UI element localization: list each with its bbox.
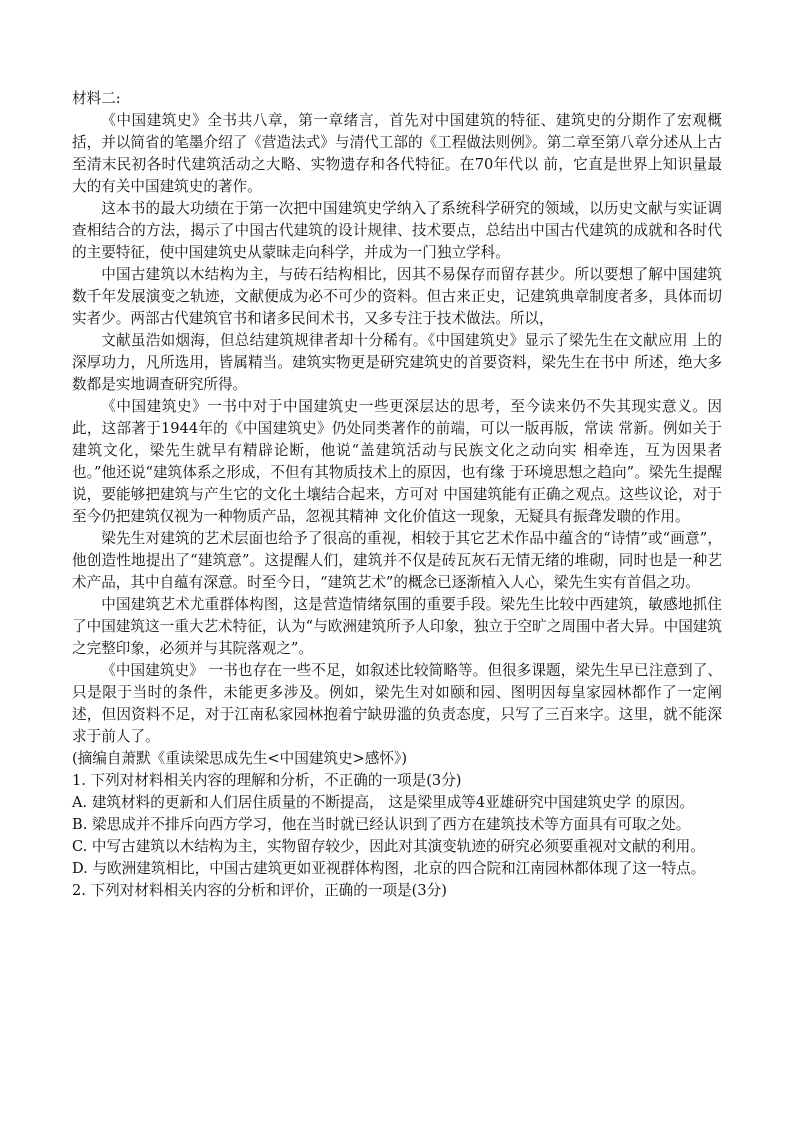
option-d: D. 与欧洲建筑相比，中国古建筑更如亚视群体构图，北京的四合院和江南园林都体现了这一特点。 bbox=[72, 860, 706, 877]
option-c: C. 中写古建筑以木结构为主，实物留存较少，因此对其演变轨迹的研究必须要重视对文献的利用。 bbox=[72, 838, 705, 855]
document-page bbox=[72, 88, 722, 902]
option-a: A. 建筑材料的更新和人们居住质量的不断提高， 这是梁里成等4亚雄研究中国建筑史学 的原因。 bbox=[72, 794, 695, 811]
option-b: B. 梁思成并不排斥向西方学习，他在当时就已经认识到了西方在建筑技术等方面具有可取之处。 bbox=[72, 816, 691, 833]
paragraph-2: 这本书的最大功绩在于第一次把中国建筑史学纳入了系统科学研究的领域，以历史文献与实证调查相结合的方法，揭示了中国古代建筑的设计规律、技术要点，总结出中国古代建筑的成就和各时代的主要特征，使中国建筑史从蒙昧走向科学，并成为一门独立学科。 bbox=[72, 200, 722, 261]
paragraph-7: 中国建筑艺术尤重群体构图，这是营造情绪氛围的重要手段。梁先生比较中西建筑，敏感地抓住了中国建筑这一重大艺术特征，认为“与欧洲建筑所予人印象，独立于空旷之周围中者大异。中国建筑之完整印象，必须并与其院落观之”。 bbox=[72, 596, 722, 657]
paragraph-4: 文献虽浩如烟海，但总结建筑规律者却十分稀有。《中国建筑史》显示了梁先生在文献应用 上的深厚功力，凡所选用，皆属精当。建筑实物更是研究建筑史的首要资料，梁先生在书中 所述，绝大多数都是实地调查研究所得。 bbox=[72, 332, 722, 393]
paragraph-3: 中国古建筑以木结构为主，与砖石结构相比，因其不易保存而留存甚少。所以要想了解中国建筑数千年发展演变之轨迹，文献便成为必不可少的资料。但古来正史，记建筑典章制度者多，具体而切实者少。两部古代建筑官书和诸多民间术书，又多专注于技术做法。所以， bbox=[72, 266, 722, 327]
paragraph-5: 《中国建筑史》一书中对于中国建筑史一些更深层达的思考，至今读来仍不失其现实意义。因此，这部著于1944年的《中国建筑史》仍处同类著作的前端，可以一版再版，常读 常新。例如关于建筑文化，梁先生就早有精辟论断，他说“盖建筑活动与民族文化之动向实 相牵连，互为因果者也。”他还说“建筑体系之形成，不但有其物质技术上的原因，也有缘 于环境思想之趋向”。梁先生提醒说，要能够把建筑与产生它的文化土壤结合起来，方可对 中国建筑能有正确之观点。这些议论，对于至今仍把建筑仅视为一种物质产品，忽视其精神 文化价值这一现象，无疑具有振聋发聩的作用。 bbox=[72, 398, 722, 525]
source-citation: (摘编自萧默《重读梁思成先生<中国建筑史>感怀》) bbox=[72, 750, 408, 767]
paragraph-1: 《中国建筑史》全书共八章，第一章绪言，首先对中国建筑的特征、建筑史的分期作了宏观概括，并以简省的笔墨介绍了《营造法式》与清代工部的《工程做法则例》。第二章至第八章分述从上古至清末民初各时代建筑活动之大略、实物遗存和各代特征。在70年代以 前，它直是世界上知识量最大的有关中国建筑史的著作。 bbox=[72, 112, 722, 195]
question-1-stem: 1. 下列对材料相关内容的理解和分析，不正确的一项是(3分) bbox=[72, 772, 462, 789]
paragraph-6: 梁先生对建筑的艺术层面也给予了很高的重视，相较于其它艺术作品中蕴含的“诗情”或“画意”，他创造性地提出了“建筑意”。这提醒人们，建筑并不仅是砖瓦灰石无情无绪的堆砌，同时也是一种艺术产品，其中自蕴有深意。时至今日，“建筑艺术”的概念已逐渐植入人心，梁先生实有首倡之功。 bbox=[72, 530, 722, 591]
material-heading: 材料二: bbox=[72, 90, 121, 107]
question-2-stem: 2. 下列对材料相关内容的分析和评价，正确的一项是(3分) bbox=[72, 882, 447, 899]
paragraph-8: 《中国建筑史》 一书也存在一些不足，如叙述比较简略等。但很多课题，梁先生早已注意到了、只是限于当时的条件，未能更多涉及。例如，梁先生对如颐和园、图明因每皇家园林都作了一定阐述，但因资料不足，对于江南私家园林抱着宁缺毋滥的负责态度，只写了三百来字。这里，就不能深求于前人了。 bbox=[72, 662, 722, 745]
